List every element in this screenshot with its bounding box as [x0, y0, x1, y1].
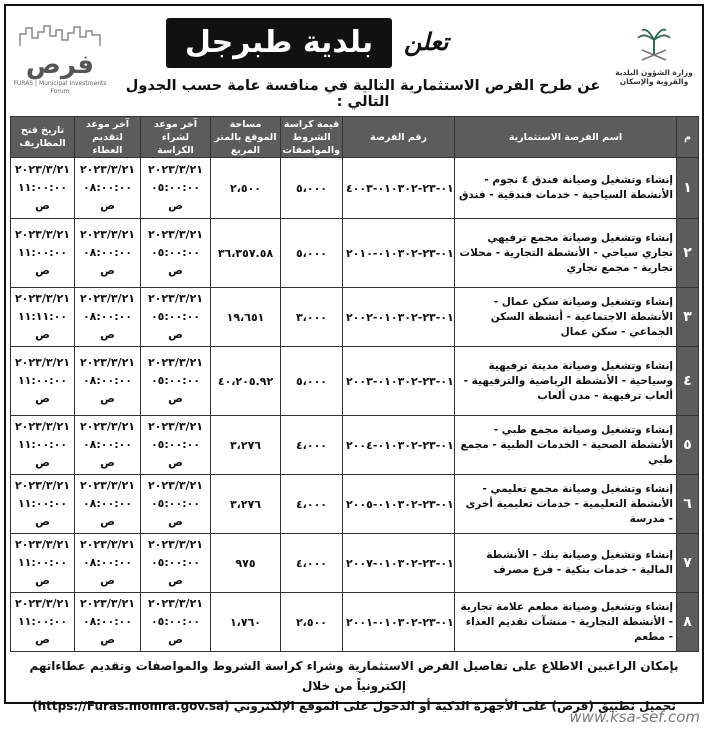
opportunity-name: إنشاء وتشغيل وصيانة مجمع طبي - الأنشطة الصحية - الخدمات الطبية - مجمع طبي [455, 416, 677, 475]
opening-date: ٢٠٢٣/٣/٢١ ١١:٠٠:٠٠ ص [11, 534, 75, 593]
site-area: ٣،٢٧٦ [211, 475, 281, 534]
booklet-price: ٣،٠٠٠ [281, 288, 343, 347]
table-header-row [11, 117, 699, 158]
opportunity-number: ٠١-٢٣-٠١٠٣٠٢-٢٠٠٧ [343, 534, 455, 593]
opportunity-name: إنشاء وتشغيل وصيانة مطعم علامة تجارية - الأنشطة التجارية - منشآت تقديم الغذاء - مطعم [455, 593, 677, 652]
table-row [11, 416, 699, 475]
watermark: www.ksa-sef.com [569, 708, 700, 726]
table-row [11, 219, 699, 288]
footer-line-2: تحميل تطبيق (فرص) على الأجهزة الذكية أو الدخول على الموقع الإلكتروني (https://Furas.momra.gov.sa) [32, 699, 676, 713]
furas-logo-word: فرص [25, 50, 95, 80]
booklet-price: ٢،٥٠٠ [281, 593, 343, 652]
announce-word: تعلن [404, 28, 449, 56]
row-index: ٣ [677, 288, 699, 347]
booklet-price: ٥،٠٠٠ [281, 219, 343, 288]
site-area: ١٩،٦٥١ [211, 288, 281, 347]
purchase-deadline: ٢٠٢٣/٣/٢١ ٠٥:٠٠:٠٠ ص [141, 534, 211, 593]
site-area: ٤٠،٢٠٥.٩٢ [211, 347, 281, 416]
opportunity-name: إنشاء وتشغيل وصيانة مدينة ترفيهية وسياحية - الأنشطة الرياضية والترفيهية - ألعاب ترفيهية - مدن ألعاب [455, 347, 677, 416]
opportunity-number: ٠١-٢٣-٠١٠٣٠٢-٢٠٠١ [343, 593, 455, 652]
municipality-banner: بلدية طبرجل [166, 18, 392, 68]
submit-deadline: ٢٠٢٣/٣/٢١ ٠٨:٠٠:٠٠ ص [75, 288, 141, 347]
purchase-deadline: ٢٠٢٣/٣/٢١ ٠٥:٠٠:٠٠ ص [141, 347, 211, 416]
opportunity-number: ٠١-٢٣-٠١٠٣٠٢-٢٠١٠ [343, 219, 455, 288]
purchase-deadline: ٢٠٢٣/٣/٢١ ٠٥:٠٠:٠٠ ص [141, 416, 211, 475]
row-index: ٢ [677, 219, 699, 288]
table-row [11, 534, 699, 593]
purchase-deadline: ٢٠٢٣/٣/٢١ ٠٥:٠٠:٠٠ ص [141, 593, 211, 652]
ministry-name-2: والقروية والإسكان [619, 77, 689, 86]
skyline-icon [18, 24, 102, 46]
opportunity-name: إنشاء وتشغيل وصيانة مجمع تعليمي - الأنشطة التعليمية - خدمات تعليمية أخرى - مدرسة [455, 475, 677, 534]
row-index: ٥ [677, 416, 699, 475]
opportunities-table [10, 116, 699, 652]
subtitle: عن طرح الفرص الاستثمارية التالية في منافسة عامة حسب الجدول التالي : [125, 78, 601, 110]
opportunity-name: إنشاء وتشغيل وصيانة فندق ٤ نجوم - الأنشطة السياحية - خدمات فندقية - فندق [455, 158, 677, 219]
opportunity-number: ٠١-٢٣-٠١٠٣٠٢-٢٠٠٤ [343, 416, 455, 475]
opening-date: ٢٠٢٣/٣/٢١ ١١:٠٠:٠٠ ص [11, 475, 75, 534]
col-number: رقم الفرصة [343, 117, 455, 158]
submit-deadline: ٢٠٢٣/٣/٢١ ٠٨:٠٠:٠٠ ص [75, 593, 141, 652]
col-index: م [677, 117, 699, 158]
table-row [11, 288, 699, 347]
header [6, 6, 702, 114]
opening-date: ٢٠٢٣/٣/٢١ ١١:١١:٠٠ ص [11, 288, 75, 347]
purchase-deadline: ٢٠٢٣/٣/٢١ ٠٥:٠٠:٠٠ ص [141, 158, 211, 219]
row-index: ٨ [677, 593, 699, 652]
row-index: ٧ [677, 534, 699, 593]
site-area: ٣٦،٣٥٧.٥٨ [211, 219, 281, 288]
submit-deadline: ٢٠٢٣/٣/٢١ ٠٨:٠٠:٠٠ ص [75, 475, 141, 534]
footer-note [10, 656, 698, 716]
palm-emblem-icon [634, 26, 674, 64]
site-area: ٢،٥٠٠ [211, 158, 281, 219]
row-index: ١ [677, 158, 699, 219]
submit-deadline: ٢٠٢٣/٣/٢١ ٠٨:٠٠:٠٠ ص [75, 219, 141, 288]
ministry-name-1: وزارة الشؤون البلدية [615, 68, 693, 77]
booklet-price: ٤،٠٠٠ [281, 534, 343, 593]
site-area: ١،٧٦٠ [211, 593, 281, 652]
furas-logo [12, 24, 108, 104]
footer-line-1: بإمكان الراغبين الاطلاع على تفاصيل الفرص الاستثمارية وشراء كراسة الشروط والمواصفات وتقديم عطاءاتهم إلكترونياً من خلال [29, 659, 679, 693]
opening-date: ٢٠٢٣/٣/٢١ ١١:٠٠:٠٠ ص [11, 416, 75, 475]
ad-frame [4, 4, 704, 713]
booklet-price: ٥،٠٠٠ [281, 158, 343, 219]
opportunity-name: إنشاء وتشغيل وصيانة سكن عمال - الأنشطة الاجتماعية - أنشطة السكن الجماعي - سكن عمال [455, 288, 677, 347]
submit-deadline: ٢٠٢٣/٣/٢١ ٠٨:٠٠:٠٠ ص [75, 158, 141, 219]
opportunity-number: ٠١-٢٣-٠١٠٣٠٢-٤٠٠٣ [343, 158, 455, 219]
col-open: تاريخ فتح المظاريف [11, 117, 75, 158]
purchase-deadline: ٢٠٢٣/٣/٢١ ٠٥:٠٠:٠٠ ص [141, 475, 211, 534]
booklet-price: ٤،٠٠٠ [281, 475, 343, 534]
col-price: قيمة كراسة الشروط والمواصفات [281, 117, 343, 158]
booklet-price: ٤،٠٠٠ [281, 416, 343, 475]
submit-deadline: ٢٠٢٣/٣/٢١ ٠٨:٠٠:٠٠ ص [75, 534, 141, 593]
purchase-deadline: ٢٠٢٣/٣/٢١ ٠٥:٠٠:٠٠ ص [141, 288, 211, 347]
opening-date: ٢٠٢٣/٣/٢١ ١١:٠٠:٠٠ ص [11, 219, 75, 288]
col-purchase: آخر موعد لشراء الكراسة [141, 117, 211, 158]
opening-date: ٢٠٢٣/٣/٢١ ١١:٠٠:٠٠ ص [11, 158, 75, 219]
col-name: اسم الفرصة الاستثمارية [455, 117, 677, 158]
opportunity-number: ٠١-٢٣-٠١٠٣٠٢-٢٠٠٣ [343, 347, 455, 416]
table-row [11, 158, 699, 219]
opportunity-name: إنشاء وتشغيل وصيانة بنك - الأنشطة المالية - خدمات بنكية - فرع مصرف [455, 534, 677, 593]
opportunity-name: إنشاء وتشغيل وصيانة مجمع ترفيهي تجاري سياحي - الأنشطة التجارية - محلات تجارية - مجمع تجاري [455, 219, 677, 288]
submit-deadline: ٢٠٢٣/٣/٢١ ٠٨:٠٠:٠٠ ص [75, 416, 141, 475]
ministry-logo [614, 26, 694, 104]
row-index: ٤ [677, 347, 699, 416]
table-row [11, 475, 699, 534]
site-area: ٩٧٥ [211, 534, 281, 593]
submit-deadline: ٢٠٢٣/٣/٢١ ٠٨:٠٠:٠٠ ص [75, 347, 141, 416]
col-submit: آخر موعد لتقديم العطاء [75, 117, 141, 158]
table-row [11, 347, 699, 416]
booklet-price: ٥،٠٠٠ [281, 347, 343, 416]
purchase-deadline: ٢٠٢٣/٣/٢١ ٠٥:٠٠:٠٠ ص [141, 219, 211, 288]
opportunity-number: ٠١-٢٣-٠١٠٣٠٢-٢٠٠٥ [343, 475, 455, 534]
row-index: ٦ [677, 475, 699, 534]
opening-date: ٢٠٢٣/٣/٢١ ١١:٠٠:٠٠ ص [11, 593, 75, 652]
furas-logo-sub: FURAS | Municipal Investments Forum [13, 80, 107, 95]
table-row [11, 593, 699, 652]
col-area: مساحة الموقع بالمتر المربع [211, 117, 281, 158]
opening-date: ٢٠٢٣/٣/٢١ ١١:٠٠:٠٠ ص [11, 347, 75, 416]
opportunity-number: ٠١-٢٣-٠١٠٣٠٢-٢٠٠٢ [343, 288, 455, 347]
site-area: ٣،٢٧٦ [211, 416, 281, 475]
